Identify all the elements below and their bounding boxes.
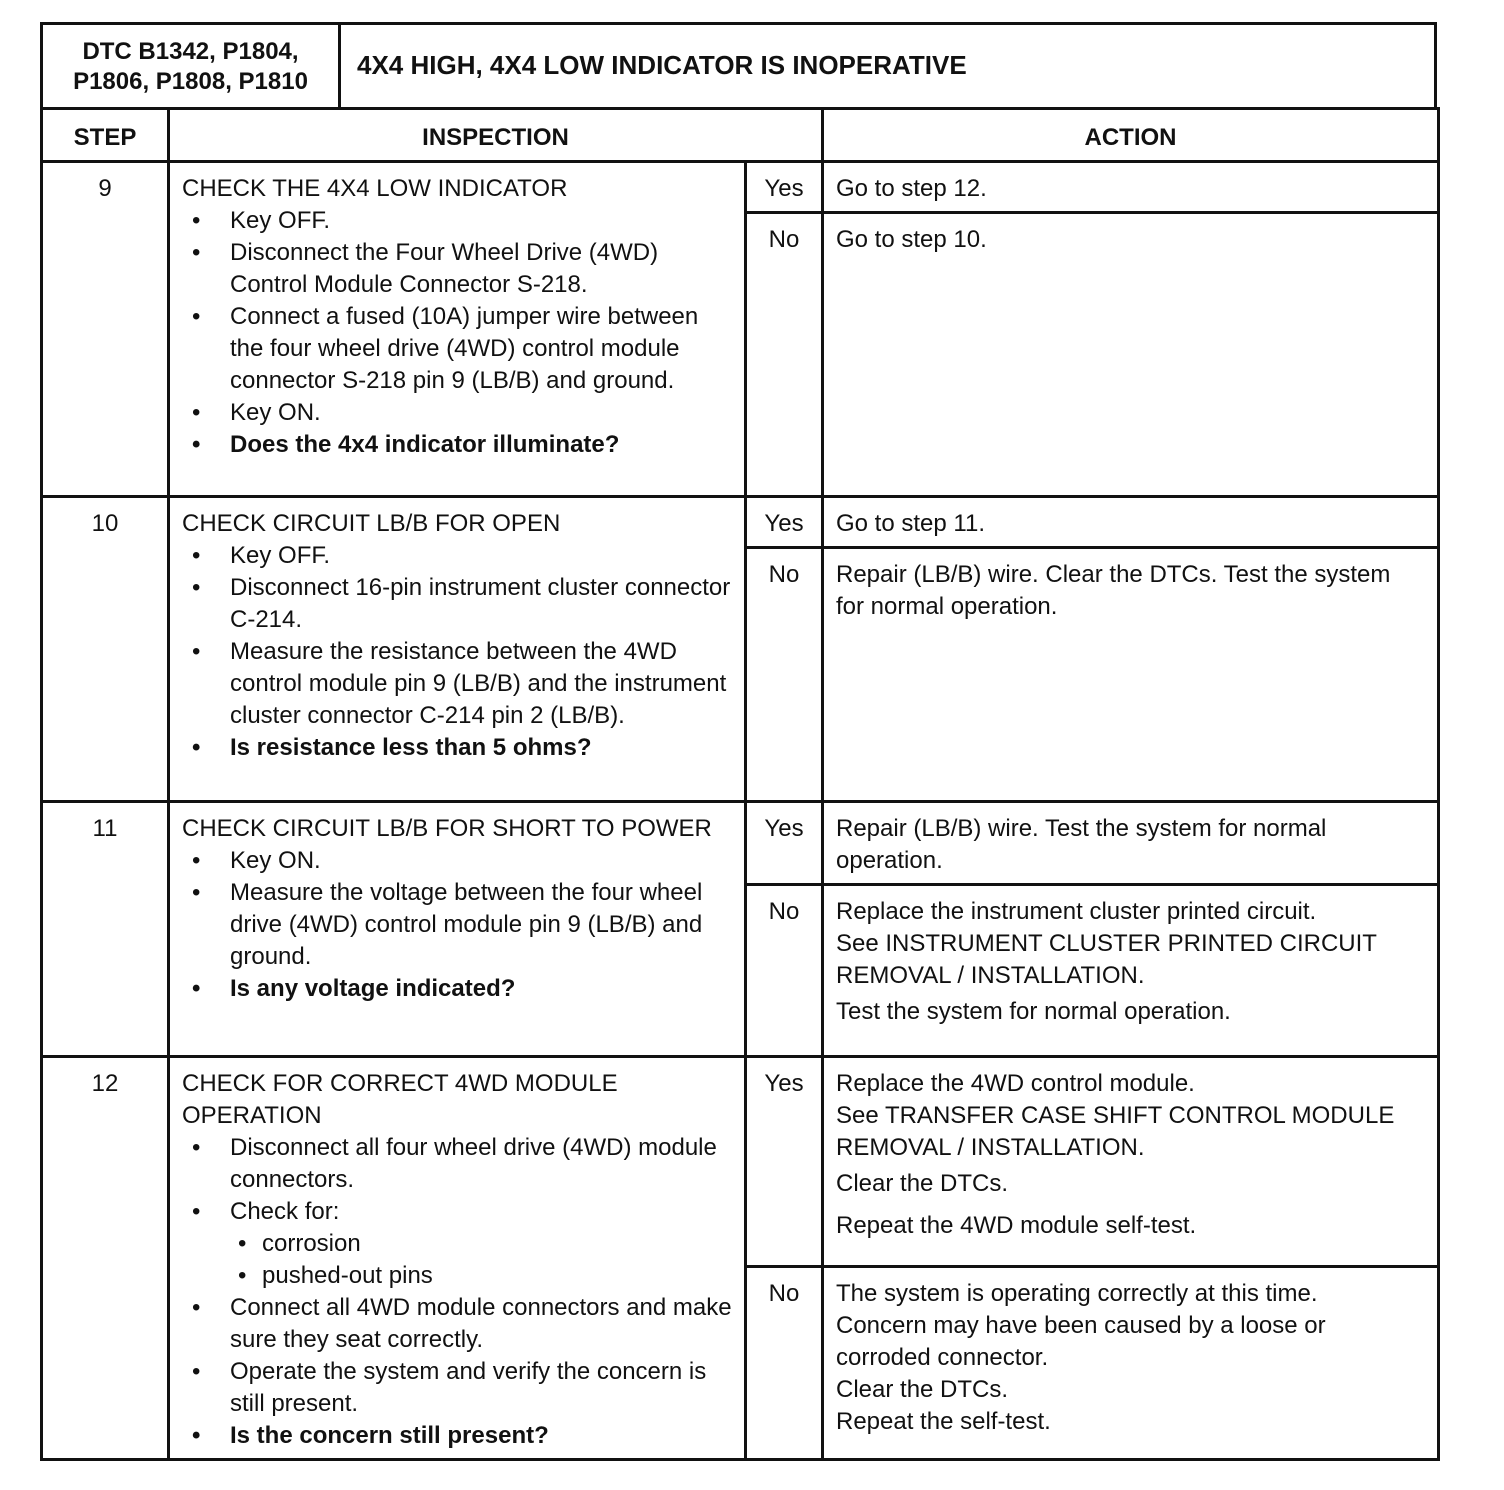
list-item: • Key ON. xyxy=(230,397,734,429)
action-line: Repeat the self-test. xyxy=(836,1407,1051,1435)
action-line: Clear the DTCs. xyxy=(836,1375,1009,1403)
action-line: See TRANSFER CASE SHIFT CONTROL MODULE REMOVAL / INSTALLATION. xyxy=(836,1102,1395,1161)
action-line: See INSTRUMENT CLUSTER PRINTED CIRCUIT REMOVAL / INSTALLATION. xyxy=(836,930,1377,989)
step-number: 11 xyxy=(42,802,169,1057)
document-header xyxy=(40,22,1437,107)
action-line: Concern may have been caused by a loose or corroded connector. xyxy=(836,1311,1326,1371)
action-line: Replace the instrument cluster printed circuit. xyxy=(836,898,1317,925)
inspection-bullet-list xyxy=(182,845,734,1005)
document-title: 4X4 HIGH, 4X4 LOW INDICATOR IS INOPERATIVE xyxy=(357,50,967,80)
list-item: • Measure the voltage between the four wheel drive (4WD) control module pin 9 (LB/B) and ground. xyxy=(230,877,734,973)
no-label: No xyxy=(746,885,823,1057)
sub-bullet-list xyxy=(230,1228,734,1292)
yes-action: Go to step 12. xyxy=(823,162,1439,213)
step-number: 10 xyxy=(42,497,169,802)
list-item: • Key ON. xyxy=(230,845,734,877)
sub-list-item: • pushed-out pins xyxy=(262,1260,734,1292)
inspection-bullet-list xyxy=(182,540,734,764)
inspection-cell xyxy=(169,1057,746,1460)
diagnostic-table xyxy=(40,107,1440,1461)
no-action xyxy=(823,1266,1439,1459)
inspection-question: • Is any voltage indicated? xyxy=(230,973,734,1005)
inspection-cell xyxy=(169,497,746,802)
list-item xyxy=(230,1196,734,1292)
column-header-inspection: INSPECTION xyxy=(169,109,823,162)
no-action xyxy=(823,885,1439,1057)
no-action: Repair (LB/B) wire. Clear the DTCs. Test the system for normal operation. xyxy=(823,548,1439,802)
no-label: No xyxy=(746,1266,823,1459)
yes-label: Yes xyxy=(746,1057,823,1267)
inspection-bullet-list xyxy=(182,1132,734,1452)
yes-action: Go to step 11. xyxy=(823,497,1439,548)
step-number: 12 xyxy=(42,1057,169,1460)
dtc-codes-line-2: P1806, P1808, P1810 xyxy=(73,68,308,95)
table-row xyxy=(42,162,1439,213)
column-header-action: ACTION xyxy=(823,109,1439,162)
list-item: • Operate the system and verify the concern is still present. xyxy=(230,1356,734,1420)
list-item: • Disconnect all four wheel drive (4WD) module connectors. xyxy=(230,1132,734,1196)
yes-label: Yes xyxy=(746,162,823,213)
action-line: Repeat the 4WD module self-test. xyxy=(836,1212,1197,1239)
inspection-cell xyxy=(169,802,746,1057)
dtc-codes xyxy=(43,25,341,107)
yes-action: Repair (LB/B) wire. Test the system for normal operation. xyxy=(823,802,1439,885)
yes-action xyxy=(823,1057,1439,1267)
list-item: • Connect all 4WD module connectors and make sure they seat correctly. xyxy=(230,1292,734,1356)
no-action: Go to step 10. xyxy=(823,213,1439,497)
inspection-cell xyxy=(169,162,746,497)
action-line: Clear the DTCs. xyxy=(836,1170,1009,1197)
list-item: • Measure the resistance between the 4WD control module pin 9 (LB/B) and the instrument cluster connector C-214 pin 2 (LB/B). xyxy=(230,636,734,732)
table-row xyxy=(42,497,1439,548)
yes-label: Yes xyxy=(746,802,823,885)
action-line: Test the system for normal operation. xyxy=(836,998,1231,1025)
diagnostic-document xyxy=(40,22,1437,1461)
table-header-row xyxy=(42,109,1439,162)
column-header-step: STEP xyxy=(42,109,169,162)
step-number: 9 xyxy=(42,162,169,497)
no-label: No xyxy=(746,213,823,497)
action-line: The system is operating correctly at this time. xyxy=(836,1279,1318,1307)
table-row xyxy=(42,802,1439,885)
list-item: • Key OFF. xyxy=(230,205,734,237)
sub-list-item: • corrosion xyxy=(262,1228,734,1260)
inspection-title: CHECK CIRCUIT LB/B FOR SHORT TO POWER xyxy=(182,815,712,842)
list-item: • Disconnect 16-pin instrument cluster connector C-214. xyxy=(230,572,734,636)
list-item: • Disconnect the Four Wheel Drive (4WD) Control Module Connector S-218. xyxy=(230,237,734,301)
yes-label: Yes xyxy=(746,497,823,548)
table-row xyxy=(42,1057,1439,1267)
no-label: No xyxy=(746,548,823,802)
inspection-bullet-list xyxy=(182,205,734,461)
list-item: • Key OFF. xyxy=(230,540,734,572)
list-item: • Connect a fused (10A) jumper wire between the four wheel drive (4WD) control module connector S-218 pin 9 (LB/B) and ground. xyxy=(230,301,734,397)
inspection-question: • Is resistance less than 5 ohms? xyxy=(230,732,734,764)
inspection-title: CHECK FOR CORRECT 4WD MODULE OPERATION xyxy=(182,1070,618,1129)
dtc-codes-line-1: DTC B1342, P1804, xyxy=(82,38,299,65)
inspection-question: • Does the 4x4 indicator illuminate? xyxy=(230,429,734,461)
inspection-title: CHECK THE 4X4 LOW INDICATOR xyxy=(182,175,568,202)
check-for-label: Check for: xyxy=(230,1198,340,1225)
inspection-title: CHECK CIRCUIT LB/B FOR OPEN xyxy=(182,510,561,537)
inspection-question: • Is the concern still present? xyxy=(230,1420,734,1452)
action-line: Replace the 4WD control module. xyxy=(836,1070,1195,1097)
